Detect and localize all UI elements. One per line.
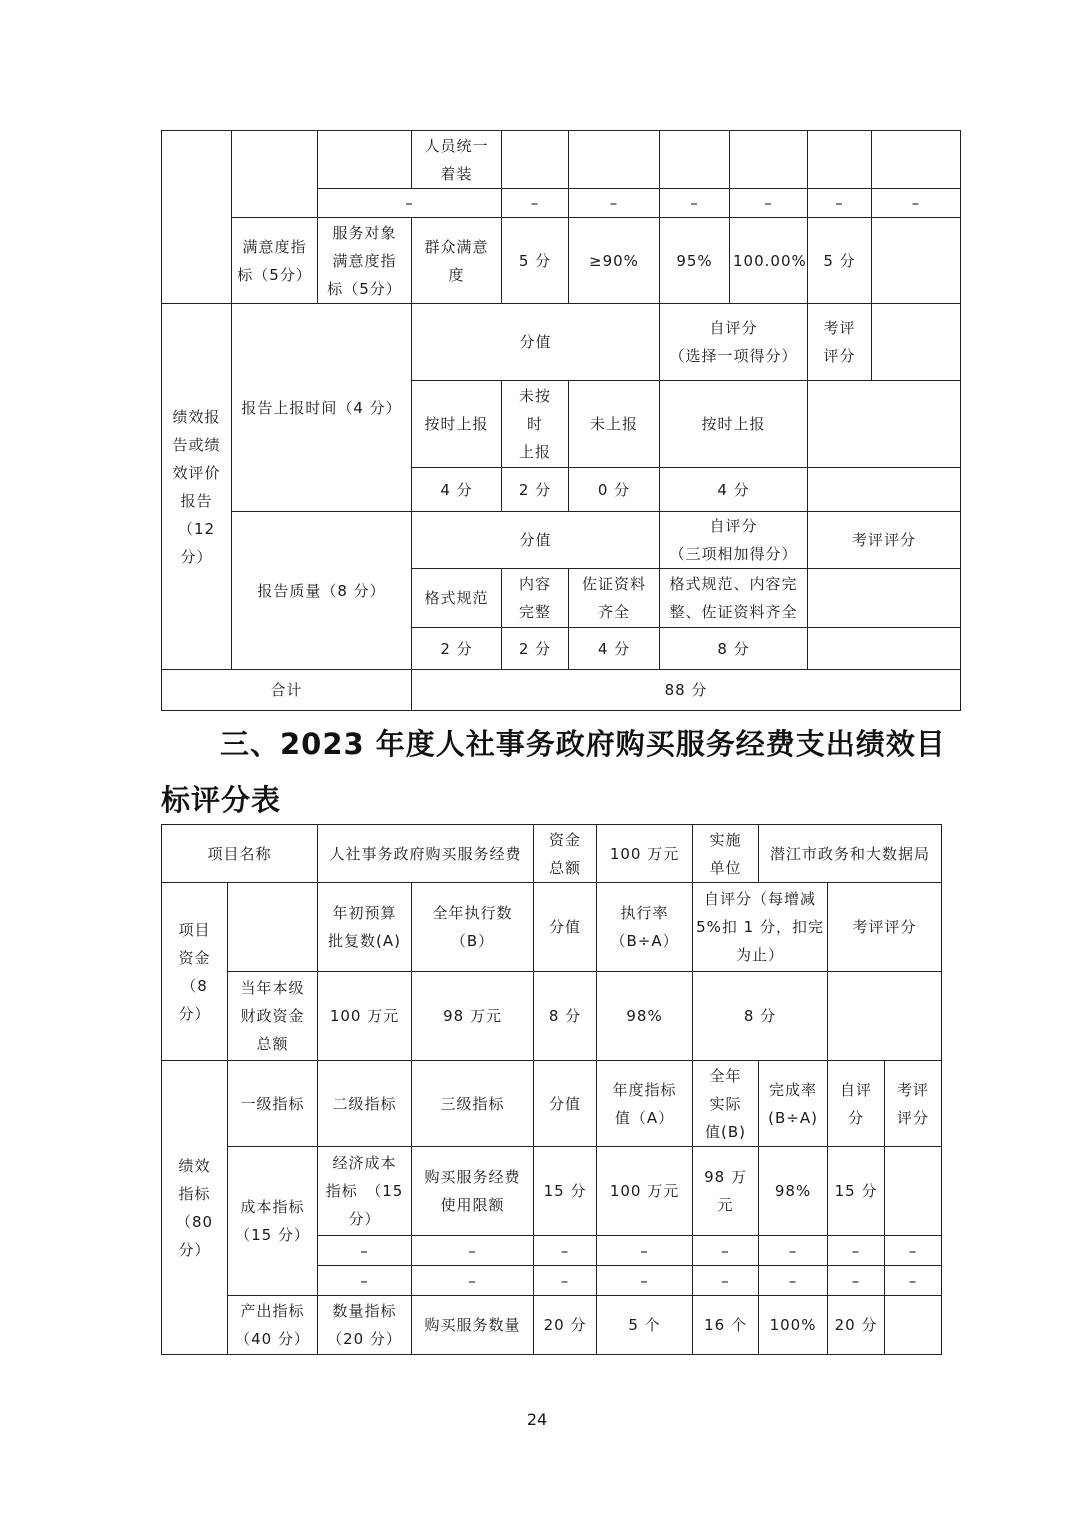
cell <box>808 131 872 189</box>
perf-section-label: 绩效 指标 （80 分） <box>162 1061 228 1355</box>
review-score-cell <box>808 468 961 512</box>
dash-cell: – <box>872 189 961 218</box>
value-cell: 2 分 <box>502 468 569 512</box>
funds-header: 年初预算 批复数(A) <box>318 883 412 972</box>
dash-cell: – <box>693 1236 759 1266</box>
level1-indicator: 满意度指 标（5分） <box>232 218 318 304</box>
report-quality-label: 报告质量（8 分） <box>232 512 412 670</box>
dash-cell: – <box>693 1266 759 1296</box>
rate-cell: 98% <box>759 1147 828 1236</box>
impl-unit-label: 实施 单位 <box>693 825 759 883</box>
target-cell: 5 个 <box>597 1296 693 1355</box>
target-cell: ≥90% <box>569 218 660 304</box>
perf-header: 一级指标 <box>228 1061 318 1147</box>
cell <box>730 131 808 189</box>
cell <box>569 131 660 189</box>
level1-indicator: 成本指标 （15 分） <box>228 1147 318 1296</box>
funds-section-label: 项目 资金 （8 分） <box>162 883 228 1061</box>
indicator-cell: 人员统一 着装 <box>412 131 502 189</box>
funds-value: 8 分 <box>693 972 828 1061</box>
score-header: 分值 <box>412 304 660 381</box>
dash-cell: – <box>660 189 730 218</box>
section-cell-blank <box>162 131 232 304</box>
dash-cell: – <box>597 1236 693 1266</box>
review-score-cell <box>885 1147 942 1236</box>
option-cell: 佐证资料 齐全 <box>569 569 660 628</box>
funds-header: 自评分（每增减 5%扣 1 分，扣完 为止） <box>693 883 828 972</box>
cell <box>502 131 569 189</box>
score-cell: 5 分 <box>502 218 569 304</box>
actual-cell: 95% <box>660 218 730 304</box>
dash-cell: – <box>534 1266 597 1296</box>
fund-total-value: 100 万元 <box>597 825 693 883</box>
level1-indicator: 产出指标 （40 分） <box>228 1296 318 1355</box>
cell <box>872 304 961 381</box>
review-score-cell <box>808 381 961 468</box>
fund-total-label: 资金 总额 <box>534 825 597 883</box>
self-score-header: 自评分 （选择一项得分） <box>660 304 808 381</box>
funds-value: 98% <box>597 972 693 1061</box>
dash-cell: – <box>318 189 502 218</box>
value-cell: 4 分 <box>569 628 660 670</box>
funds-header: 执行率 （B÷A） <box>597 883 693 972</box>
dash-cell: – <box>885 1266 942 1296</box>
dash-cell: – <box>412 1266 534 1296</box>
total-label: 合计 <box>162 670 412 711</box>
level3-indicator: 购买服务经费 使用限额 <box>412 1147 534 1236</box>
performance-score-table <box>161 824 942 1355</box>
cell <box>228 883 318 972</box>
cell <box>318 131 412 189</box>
level3-indicator: 群众满意 度 <box>412 218 502 304</box>
value-cell: 4 分 <box>412 468 502 512</box>
perf-header: 考评 评分 <box>885 1061 942 1147</box>
target-cell: 100 万元 <box>597 1147 693 1236</box>
self-score-cell: 15 分 <box>828 1147 885 1236</box>
review-score-cell <box>885 1296 942 1355</box>
perf-header: 自评 分 <box>828 1061 885 1147</box>
perf-header: 完成率 (B÷A) <box>759 1061 828 1147</box>
dash-cell: – <box>828 1266 885 1296</box>
rate-cell: 100% <box>759 1296 828 1355</box>
score-cell: 15 分 <box>534 1147 597 1236</box>
level3-indicator: 购买服务数量 <box>412 1296 534 1355</box>
review-header: 考评 评分 <box>808 304 872 381</box>
value-cell: 2 分 <box>502 628 569 670</box>
self-score-value: 4 分 <box>660 468 808 512</box>
dash-cell: – <box>502 189 569 218</box>
dash-cell: – <box>885 1236 942 1266</box>
perf-header: 全年 实际 值(B) <box>693 1061 759 1147</box>
performance-table-continued <box>161 130 961 711</box>
dash-cell: – <box>318 1266 412 1296</box>
cell <box>232 131 318 218</box>
option-cell: 未上报 <box>569 381 660 468</box>
funds-value: 98 万元 <box>412 972 534 1061</box>
option-cell: 按时上报 <box>412 381 502 468</box>
review-score-cell <box>872 218 961 304</box>
value-cell: 0 分 <box>569 468 660 512</box>
level2-indicator: 经济成本 指标 （15 分） <box>318 1147 412 1236</box>
impl-unit-value: 潜江市政务和大数据局 <box>759 825 942 883</box>
cell <box>872 131 961 189</box>
section-heading-line1: 三、2023 年度人社事务政府购买服务经费支出绩效目 <box>220 727 946 761</box>
level2-indicator: 服务对象 满意度指 标（5分） <box>318 218 412 304</box>
review-score-cell <box>808 569 961 628</box>
level2-indicator: 数量指标 （20 分） <box>318 1296 412 1355</box>
dash-cell: – <box>569 189 660 218</box>
dash-cell: – <box>759 1236 828 1266</box>
option-cell: 格式规范 <box>412 569 502 628</box>
self-score-cell: 5 分 <box>808 218 872 304</box>
funds-header: 分值 <box>534 883 597 972</box>
funds-row-label: 当年本级 财政资金 总额 <box>228 972 318 1061</box>
dash-cell: – <box>318 1236 412 1266</box>
dash-cell: – <box>597 1266 693 1296</box>
dash-cell: – <box>808 189 872 218</box>
dash-cell: – <box>534 1236 597 1266</box>
self-score-choice: 按时上报 <box>660 381 808 468</box>
funds-value <box>828 972 942 1061</box>
review-header: 考评评分 <box>808 512 961 569</box>
project-name-label: 项目名称 <box>162 825 318 883</box>
self-score-value: 8 分 <box>660 628 808 670</box>
self-score-cell: 20 分 <box>828 1296 885 1355</box>
section-heading-line2: 标评分表 <box>161 783 282 817</box>
funds-header: 全年执行数 （B） <box>412 883 534 972</box>
actual-cell: 16 个 <box>693 1296 759 1355</box>
option-cell: 内容 完整 <box>502 569 569 628</box>
report-time-label: 报告上报时间（4 分） <box>232 304 412 512</box>
self-score-choice: 格式规范、内容完 整、佐证资料齐全 <box>660 569 808 628</box>
rate-cell: 100.00% <box>730 218 808 304</box>
review-score-cell <box>808 628 961 670</box>
project-name-value: 人社事务政府购买服务经费 <box>318 825 534 883</box>
perf-header: 二级指标 <box>318 1061 412 1147</box>
score-cell: 20 分 <box>534 1296 597 1355</box>
funds-value: 100 万元 <box>318 972 412 1061</box>
perf-header: 三级指标 <box>412 1061 534 1147</box>
actual-cell: 98 万 元 <box>693 1147 759 1236</box>
dash-cell: – <box>730 189 808 218</box>
score-header: 分值 <box>412 512 660 569</box>
cell <box>660 131 730 189</box>
perf-header: 年度指标 值（A） <box>597 1061 693 1147</box>
perf-header: 分值 <box>534 1061 597 1147</box>
page-number: 24 <box>526 1410 548 1429</box>
funds-value: 8 分 <box>534 972 597 1061</box>
option-cell: 未按 时 上报 <box>502 381 569 468</box>
total-value: 88 分 <box>412 670 961 711</box>
self-score-header: 自评分 （三项相加得分） <box>660 512 808 569</box>
value-cell: 2 分 <box>412 628 502 670</box>
report-section-label: 绩效报 告或绩 效评价 报告 （12 分） <box>162 304 232 670</box>
dash-cell: – <box>759 1266 828 1296</box>
dash-cell: – <box>412 1236 534 1266</box>
dash-cell: – <box>828 1236 885 1266</box>
funds-header: 考评评分 <box>828 883 942 972</box>
